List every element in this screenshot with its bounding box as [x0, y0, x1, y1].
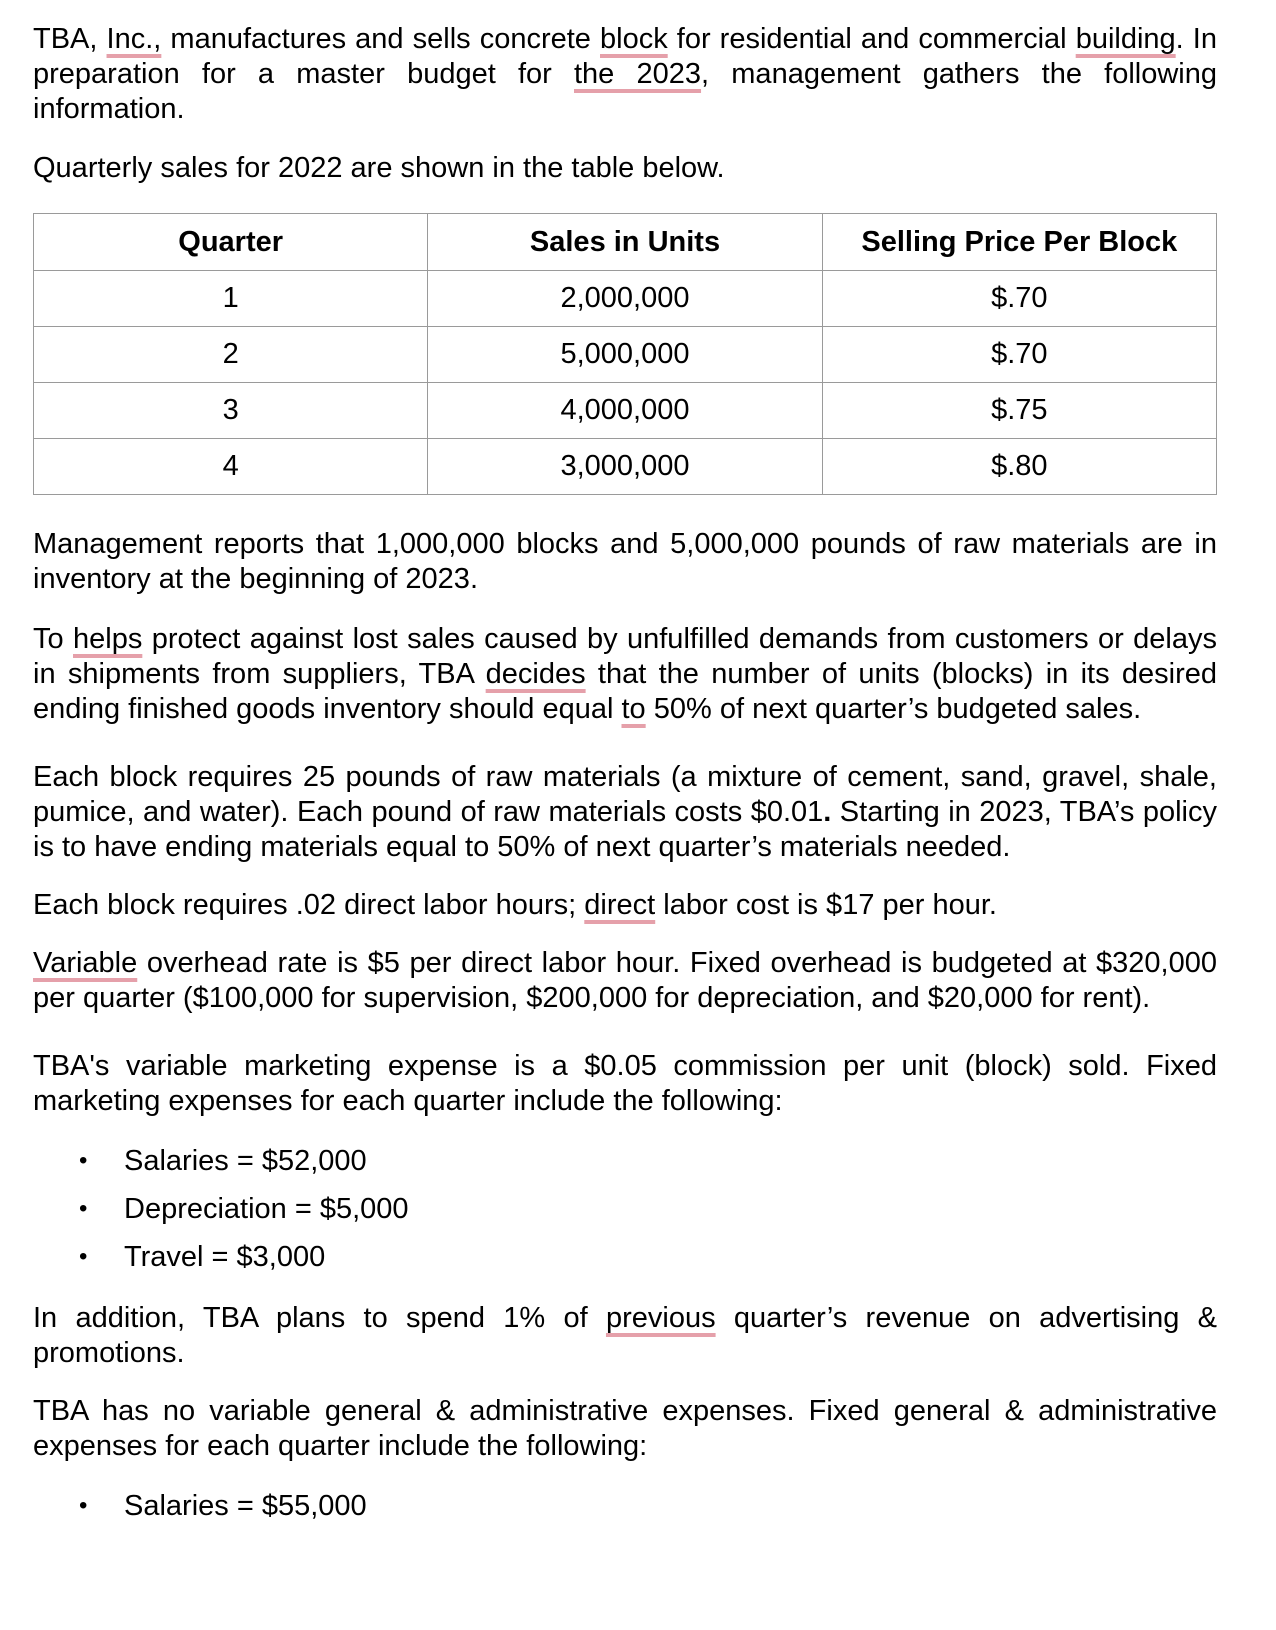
cell-price: $.70	[822, 271, 1216, 327]
table-row	[34, 383, 1217, 439]
text-run: In addition, TBA plans to spend 1% of	[33, 1302, 606, 1334]
spellcheck-word[interactable]: direct	[584, 889, 656, 921]
list-item	[33, 1137, 1217, 1185]
bullet-icon: •	[79, 1195, 88, 1222]
header-quarter: Quarter	[34, 214, 428, 271]
table-row	[34, 271, 1217, 327]
list-item-text: Salaries = $52,000	[124, 1145, 367, 1177]
labor-paragraph	[33, 888, 1217, 923]
bullet-icon: •	[79, 1492, 88, 1519]
cell-price: $.80	[822, 439, 1216, 495]
bullet-icon: •	[79, 1147, 88, 1174]
spellcheck-word[interactable]: helps	[73, 623, 143, 655]
spellcheck-word[interactable]: Inc.,	[106, 23, 162, 55]
inventory-paragraph: Management reports that 1,000,000 blocks and 5,000,000 pounds of raw materials are in inventory at the beginning of 2023.	[33, 528, 1217, 595]
spellcheck-word[interactable]: building	[1075, 23, 1176, 55]
ga-paragraph: TBA has no variable general & administrative expenses. Fixed general & administrative expenses for each quarter include the following:	[33, 1395, 1217, 1462]
text-run: To	[33, 623, 73, 655]
quarterly-sales-table	[33, 213, 1217, 495]
list-item	[33, 1233, 1217, 1281]
spellcheck-word[interactable]: previous	[605, 1302, 716, 1334]
list-item-text: Depreciation = $5,000	[124, 1193, 409, 1225]
text-run: manufactures and sells concrete	[161, 23, 600, 55]
text-run: protect against lost sales caused by unfulfilled demands from customers or delays in shipments from suppliers, TBA	[33, 623, 1218, 690]
cell-quarter: 4	[34, 439, 428, 495]
bold-period: .	[823, 796, 832, 828]
text-run: Each block requires .02 direct labor hours;	[33, 889, 585, 921]
cell-sales: 4,000,000	[428, 383, 822, 439]
text-run: labor cost is $17 per hour.	[655, 889, 997, 921]
text-run: that the number of units (blocks) in its desired ending finished goods inventory should equal	[33, 658, 1218, 725]
cell-quarter: 3	[34, 383, 428, 439]
text-run: Starting in 2023, TBA’s policy is to have ending materials equal to 50% of next quarter’s materials needed.	[33, 796, 1218, 863]
intro-paragraph	[33, 22, 1217, 127]
list-item	[33, 1482, 1217, 1530]
spellcheck-word[interactable]: decides	[485, 658, 586, 690]
cell-sales: 3,000,000	[428, 439, 822, 495]
text-run: . In preparation for a master budget for	[33, 23, 1217, 90]
text-run: Each block requires 25 pounds of raw materials (a mixture of cement, sand, gravel, shale, pumice, and water). Each pound of raw materials costs $0.01	[33, 761, 1217, 828]
list-item-text: Salaries = $55,000	[124, 1490, 367, 1522]
protect-paragraph	[33, 622, 1217, 727]
header-sales-units: Sales in Units	[428, 214, 822, 271]
table-row	[34, 439, 1217, 495]
spellcheck-word[interactable]: Variable	[33, 947, 138, 979]
cell-quarter: 1	[34, 271, 428, 327]
table-row	[34, 327, 1217, 383]
spellcheck-word[interactable]: block	[600, 23, 668, 55]
text-run: 50% of next quarter’s budgeted sales.	[645, 693, 1142, 725]
cell-quarter: 2	[34, 327, 428, 383]
list-item	[33, 1185, 1217, 1233]
marketing-expense-list	[33, 1137, 1217, 1281]
text-run: overhead rate is $5 per direct labor hour. Fixed overhead is budgeted at $320,000 per quarter ($100,000 for supervision, $200,000 for depreciation, and $20,000 for rent).	[33, 947, 1217, 1014]
ga-expense-list	[33, 1482, 1217, 1530]
table-header-row	[34, 214, 1217, 271]
advertising-paragraph	[33, 1301, 1217, 1371]
cell-price: $.75	[822, 383, 1216, 439]
cell-price: $.70	[822, 327, 1216, 383]
overhead-paragraph	[33, 946, 1217, 1016]
header-selling-price: Selling Price Per Block	[822, 214, 1216, 271]
sales-intro-paragraph: Quarterly sales for 2022 are shown in the table below.	[33, 152, 725, 184]
text-run: quarter’s revenue on advertising & promotions.	[33, 1302, 1218, 1369]
document-body	[33, 22, 1217, 1550]
text-run: TBA,	[33, 23, 107, 55]
marketing-paragraph: TBA's variable marketing expense is a $0.05 commission per unit (block) sold. Fixed marketing expenses for each quarter include the following:	[33, 1050, 1217, 1117]
cell-sales: 2,000,000	[428, 271, 822, 327]
materials-paragraph	[33, 760, 1217, 865]
list-item-text: Travel = $3,000	[124, 1241, 326, 1273]
spellcheck-word[interactable]: to	[621, 693, 646, 725]
text-run: , management gathers the following information.	[33, 58, 1218, 125]
cell-sales: 5,000,000	[428, 327, 822, 383]
text-run: for residential and commercial	[667, 23, 1076, 55]
bullet-icon: •	[79, 1243, 88, 1270]
spellcheck-word[interactable]: the 2023	[574, 58, 702, 90]
